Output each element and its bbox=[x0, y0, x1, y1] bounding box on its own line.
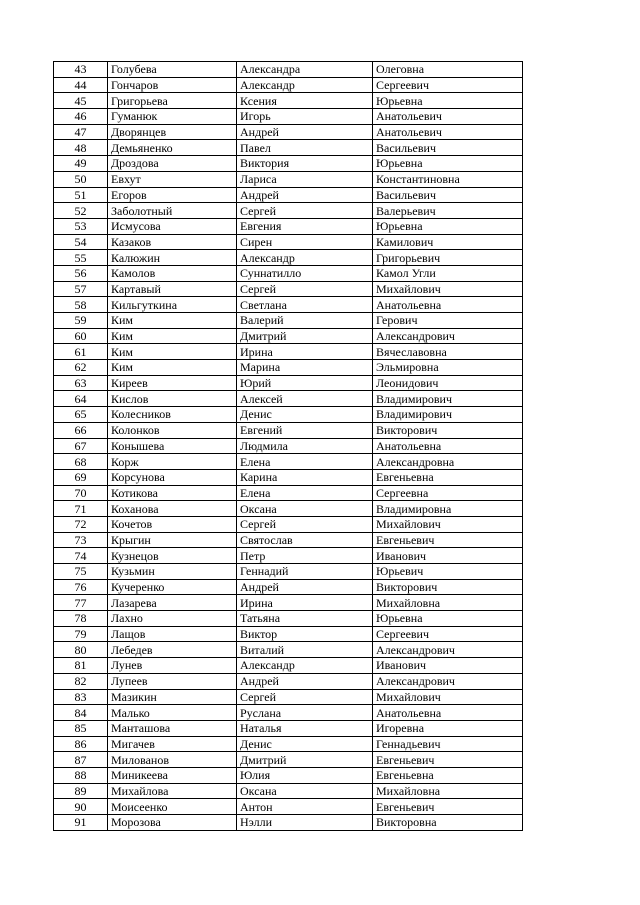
row-number-cell: 44 bbox=[54, 77, 108, 93]
surname-cell: Кузьмин bbox=[108, 564, 237, 580]
surname-cell: Казаков bbox=[108, 234, 237, 250]
first-name-cell: Ирина bbox=[237, 344, 373, 360]
patronymic-cell: Олеговна bbox=[373, 62, 523, 78]
patronymic-cell: Александрович bbox=[373, 642, 523, 658]
surname-cell: Милованов bbox=[108, 752, 237, 768]
table-row bbox=[54, 171, 523, 187]
patronymic-cell: Михайлович bbox=[373, 281, 523, 297]
patronymic-cell: Михайловна bbox=[373, 783, 523, 799]
surname-cell: Григорьева bbox=[108, 93, 237, 109]
row-number-cell: 83 bbox=[54, 689, 108, 705]
first-name-cell: Евгения bbox=[237, 218, 373, 234]
table-row bbox=[54, 407, 523, 423]
table-row bbox=[54, 752, 523, 768]
surname-cell: Конышева bbox=[108, 438, 237, 454]
patronymic-cell: Камол Угли bbox=[373, 265, 523, 281]
first-name-cell: Елена bbox=[237, 485, 373, 501]
surname-cell: Лазарева bbox=[108, 595, 237, 611]
first-name-cell: Евгений bbox=[237, 422, 373, 438]
first-name-cell: Игорь bbox=[237, 109, 373, 125]
first-name-cell: Святослав bbox=[237, 532, 373, 548]
first-name-cell: Руслана bbox=[237, 705, 373, 721]
table-row bbox=[54, 281, 523, 297]
table-row bbox=[54, 328, 523, 344]
first-name-cell: Павел bbox=[237, 140, 373, 156]
row-number-cell: 53 bbox=[54, 218, 108, 234]
row-number-cell: 73 bbox=[54, 532, 108, 548]
first-name-cell: Денис bbox=[237, 736, 373, 752]
row-number-cell: 87 bbox=[54, 752, 108, 768]
surname-cell: Кильгуткина bbox=[108, 297, 237, 313]
patronymic-cell: Сергеевич bbox=[373, 626, 523, 642]
first-name-cell: Сергей bbox=[237, 203, 373, 219]
first-name-cell: Юрий bbox=[237, 375, 373, 391]
first-name-cell: Александра bbox=[237, 62, 373, 78]
row-number-cell: 88 bbox=[54, 767, 108, 783]
row-number-cell: 71 bbox=[54, 501, 108, 517]
row-number-cell: 80 bbox=[54, 642, 108, 658]
patronymic-cell: Александровна bbox=[373, 454, 523, 470]
surname-cell: Егоров bbox=[108, 187, 237, 203]
surname-cell: Лахно bbox=[108, 611, 237, 627]
first-name-cell: Людмила bbox=[237, 438, 373, 454]
table-row bbox=[54, 767, 523, 783]
surname-cell: Демьяненко bbox=[108, 140, 237, 156]
first-name-cell: Татьяна bbox=[237, 611, 373, 627]
row-number-cell: 51 bbox=[54, 187, 108, 203]
row-number-cell: 70 bbox=[54, 485, 108, 501]
patronymic-cell: Юрьевна bbox=[373, 156, 523, 172]
table-row bbox=[54, 611, 523, 627]
names-table bbox=[53, 61, 523, 831]
patronymic-cell: Васильевич bbox=[373, 140, 523, 156]
first-name-cell: Виктор bbox=[237, 626, 373, 642]
surname-cell: Крыгин bbox=[108, 532, 237, 548]
table-row bbox=[54, 799, 523, 815]
first-name-cell: Оксана bbox=[237, 501, 373, 517]
row-number-cell: 79 bbox=[54, 626, 108, 642]
row-number-cell: 43 bbox=[54, 62, 108, 78]
patronymic-cell: Юрьевна bbox=[373, 218, 523, 234]
first-name-cell: Александр bbox=[237, 658, 373, 674]
table-row bbox=[54, 689, 523, 705]
patronymic-cell: Валерьевич bbox=[373, 203, 523, 219]
patronymic-cell: Владимирович bbox=[373, 407, 523, 423]
patronymic-cell: Викторовна bbox=[373, 815, 523, 831]
row-number-cell: 75 bbox=[54, 564, 108, 580]
table-row bbox=[54, 815, 523, 831]
table-row bbox=[54, 187, 523, 203]
first-name-cell: Андрей bbox=[237, 187, 373, 203]
table-row bbox=[54, 532, 523, 548]
first-name-cell: Дмитрий bbox=[237, 752, 373, 768]
surname-cell: Михайлова bbox=[108, 783, 237, 799]
row-number-cell: 58 bbox=[54, 297, 108, 313]
patronymic-cell: Вячеславовна bbox=[373, 344, 523, 360]
first-name-cell: Петр bbox=[237, 548, 373, 564]
patronymic-cell: Анатольевна bbox=[373, 705, 523, 721]
patronymic-cell: Иванович bbox=[373, 658, 523, 674]
row-number-cell: 49 bbox=[54, 156, 108, 172]
surname-cell: Колонков bbox=[108, 422, 237, 438]
first-name-cell: Ирина bbox=[237, 595, 373, 611]
row-number-cell: 45 bbox=[54, 93, 108, 109]
row-number-cell: 47 bbox=[54, 124, 108, 140]
first-name-cell: Геннадий bbox=[237, 564, 373, 580]
patronymic-cell: Евгеньевич bbox=[373, 532, 523, 548]
patronymic-cell: Александрович bbox=[373, 328, 523, 344]
row-number-cell: 84 bbox=[54, 705, 108, 721]
first-name-cell: Лариса bbox=[237, 171, 373, 187]
first-name-cell: Андрей bbox=[237, 673, 373, 689]
table-row bbox=[54, 469, 523, 485]
first-name-cell: Сергей bbox=[237, 689, 373, 705]
row-number-cell: 64 bbox=[54, 391, 108, 407]
patronymic-cell: Юрьевна bbox=[373, 611, 523, 627]
surname-cell: Коханова bbox=[108, 501, 237, 517]
surname-cell: Котикова bbox=[108, 485, 237, 501]
table-row bbox=[54, 658, 523, 674]
patronymic-cell: Евгеньевич bbox=[373, 752, 523, 768]
first-name-cell: Сергей bbox=[237, 516, 373, 532]
table-row bbox=[54, 297, 523, 313]
table-row bbox=[54, 375, 523, 391]
row-number-cell: 57 bbox=[54, 281, 108, 297]
table-row bbox=[54, 93, 523, 109]
table-row bbox=[54, 140, 523, 156]
patronymic-cell: Герович bbox=[373, 313, 523, 329]
patronymic-cell: Владимировна bbox=[373, 501, 523, 517]
table-row bbox=[54, 234, 523, 250]
first-name-cell: Сергей bbox=[237, 281, 373, 297]
table-row bbox=[54, 422, 523, 438]
patronymic-cell: Евгеньевна bbox=[373, 469, 523, 485]
first-name-cell: Нэлли bbox=[237, 815, 373, 831]
surname-cell: Кочетов bbox=[108, 516, 237, 532]
surname-cell: Моисеенко bbox=[108, 799, 237, 815]
first-name-cell: Елена bbox=[237, 454, 373, 470]
row-number-cell: 81 bbox=[54, 658, 108, 674]
first-name-cell: Светлана bbox=[237, 297, 373, 313]
row-number-cell: 46 bbox=[54, 109, 108, 125]
surname-cell: Корсунова bbox=[108, 469, 237, 485]
row-number-cell: 54 bbox=[54, 234, 108, 250]
table-row bbox=[54, 62, 523, 78]
patronymic-cell: Юрьевич bbox=[373, 564, 523, 580]
row-number-cell: 52 bbox=[54, 203, 108, 219]
table-row bbox=[54, 203, 523, 219]
surname-cell: Калюжин bbox=[108, 250, 237, 266]
first-name-cell: Наталья bbox=[237, 720, 373, 736]
surname-cell: Кислов bbox=[108, 391, 237, 407]
surname-cell: Голубева bbox=[108, 62, 237, 78]
surname-cell: Морозова bbox=[108, 815, 237, 831]
patronymic-cell: Григорьевич bbox=[373, 250, 523, 266]
row-number-cell: 82 bbox=[54, 673, 108, 689]
table-row bbox=[54, 783, 523, 799]
row-number-cell: 50 bbox=[54, 171, 108, 187]
surname-cell: Ким bbox=[108, 328, 237, 344]
table-row bbox=[54, 109, 523, 125]
row-number-cell: 85 bbox=[54, 720, 108, 736]
row-number-cell: 68 bbox=[54, 454, 108, 470]
surname-cell: Корж bbox=[108, 454, 237, 470]
patronymic-cell: Викторович bbox=[373, 422, 523, 438]
patronymic-cell: Владимирович bbox=[373, 391, 523, 407]
row-number-cell: 59 bbox=[54, 313, 108, 329]
patronymic-cell: Эльмировна bbox=[373, 360, 523, 376]
table-row bbox=[54, 564, 523, 580]
surname-cell: Малько bbox=[108, 705, 237, 721]
row-number-cell: 86 bbox=[54, 736, 108, 752]
table-row bbox=[54, 265, 523, 281]
row-number-cell: 74 bbox=[54, 548, 108, 564]
first-name-cell: Денис bbox=[237, 407, 373, 423]
table-row bbox=[54, 579, 523, 595]
patronymic-cell: Анатольевна bbox=[373, 297, 523, 313]
surname-cell: Ким bbox=[108, 313, 237, 329]
first-name-cell: Александр bbox=[237, 250, 373, 266]
surname-cell: Колесников bbox=[108, 407, 237, 423]
table-row bbox=[54, 360, 523, 376]
patronymic-cell: Камилович bbox=[373, 234, 523, 250]
row-number-cell: 60 bbox=[54, 328, 108, 344]
patronymic-cell: Геннадьевич bbox=[373, 736, 523, 752]
table-row bbox=[54, 626, 523, 642]
patronymic-cell: Иванович bbox=[373, 548, 523, 564]
table-row bbox=[54, 344, 523, 360]
first-name-cell: Сирен bbox=[237, 234, 373, 250]
table-row bbox=[54, 156, 523, 172]
patronymic-cell: Анатольевич bbox=[373, 124, 523, 140]
row-number-cell: 67 bbox=[54, 438, 108, 454]
patronymic-cell: Леонидович bbox=[373, 375, 523, 391]
table-row bbox=[54, 595, 523, 611]
surname-cell: Гончаров bbox=[108, 77, 237, 93]
first-name-cell: Марина bbox=[237, 360, 373, 376]
patronymic-cell: Анатольевич bbox=[373, 109, 523, 125]
row-number-cell: 69 bbox=[54, 469, 108, 485]
surname-cell: Евхут bbox=[108, 171, 237, 187]
table-row bbox=[54, 77, 523, 93]
patronymic-cell: Анатольевна bbox=[373, 438, 523, 454]
surname-cell: Мазикин bbox=[108, 689, 237, 705]
first-name-cell: Виталий bbox=[237, 642, 373, 658]
patronymic-cell: Константиновна bbox=[373, 171, 523, 187]
first-name-cell: Суннатилло bbox=[237, 265, 373, 281]
row-number-cell: 76 bbox=[54, 579, 108, 595]
surname-cell: Дворянцев bbox=[108, 124, 237, 140]
patronymic-cell: Викторович bbox=[373, 579, 523, 595]
surname-cell: Манташова bbox=[108, 720, 237, 736]
names-table-body bbox=[54, 62, 523, 831]
row-number-cell: 90 bbox=[54, 799, 108, 815]
first-name-cell: Александр bbox=[237, 77, 373, 93]
first-name-cell: Юлия bbox=[237, 767, 373, 783]
row-number-cell: 65 bbox=[54, 407, 108, 423]
table-row bbox=[54, 642, 523, 658]
first-name-cell: Андрей bbox=[237, 124, 373, 140]
table-row bbox=[54, 391, 523, 407]
patronymic-cell: Васильевич bbox=[373, 187, 523, 203]
table-row bbox=[54, 454, 523, 470]
first-name-cell: Алексей bbox=[237, 391, 373, 407]
surname-cell: Лупеев bbox=[108, 673, 237, 689]
first-name-cell: Андрей bbox=[237, 579, 373, 595]
patronymic-cell: Александрович bbox=[373, 673, 523, 689]
row-number-cell: 89 bbox=[54, 783, 108, 799]
surname-cell: Лебедев bbox=[108, 642, 237, 658]
table-row bbox=[54, 516, 523, 532]
table-row bbox=[54, 485, 523, 501]
table-row bbox=[54, 720, 523, 736]
surname-cell: Ким bbox=[108, 360, 237, 376]
patronymic-cell: Михайлович bbox=[373, 516, 523, 532]
surname-cell: Кучеренко bbox=[108, 579, 237, 595]
first-name-cell: Ксения bbox=[237, 93, 373, 109]
surname-cell: Кузнецов bbox=[108, 548, 237, 564]
row-number-cell: 91 bbox=[54, 815, 108, 831]
first-name-cell: Виктория bbox=[237, 156, 373, 172]
row-number-cell: 56 bbox=[54, 265, 108, 281]
row-number-cell: 48 bbox=[54, 140, 108, 156]
patronymic-cell: Михайлович bbox=[373, 689, 523, 705]
table-row bbox=[54, 438, 523, 454]
table-row bbox=[54, 250, 523, 266]
first-name-cell: Дмитрий bbox=[237, 328, 373, 344]
surname-cell: Заболотный bbox=[108, 203, 237, 219]
row-number-cell: 72 bbox=[54, 516, 108, 532]
first-name-cell: Валерий bbox=[237, 313, 373, 329]
surname-cell: Дроздова bbox=[108, 156, 237, 172]
table-row bbox=[54, 705, 523, 721]
row-number-cell: 62 bbox=[54, 360, 108, 376]
surname-cell: Миникеева bbox=[108, 767, 237, 783]
patronymic-cell: Игоревна bbox=[373, 720, 523, 736]
table-row bbox=[54, 501, 523, 517]
table-row bbox=[54, 313, 523, 329]
table-row bbox=[54, 673, 523, 689]
patronymic-cell: Сергеевич bbox=[373, 77, 523, 93]
surname-cell: Мигачев bbox=[108, 736, 237, 752]
first-name-cell: Карина bbox=[237, 469, 373, 485]
surname-cell: Ким bbox=[108, 344, 237, 360]
patronymic-cell: Юрьевна bbox=[373, 93, 523, 109]
patronymic-cell: Евгеньевич bbox=[373, 799, 523, 815]
patronymic-cell: Сергеевна bbox=[373, 485, 523, 501]
first-name-cell: Антон bbox=[237, 799, 373, 815]
table-row bbox=[54, 124, 523, 140]
patronymic-cell: Евгеньевна bbox=[373, 767, 523, 783]
first-name-cell: Оксана bbox=[237, 783, 373, 799]
table-row bbox=[54, 218, 523, 234]
row-number-cell: 63 bbox=[54, 375, 108, 391]
row-number-cell: 78 bbox=[54, 611, 108, 627]
surname-cell: Лащов bbox=[108, 626, 237, 642]
row-number-cell: 66 bbox=[54, 422, 108, 438]
table-row bbox=[54, 548, 523, 564]
surname-cell: Камолов bbox=[108, 265, 237, 281]
surname-cell: Исмусова bbox=[108, 218, 237, 234]
table-row bbox=[54, 736, 523, 752]
surname-cell: Картавый bbox=[108, 281, 237, 297]
patronymic-cell: Михайловна bbox=[373, 595, 523, 611]
surname-cell: Киреев bbox=[108, 375, 237, 391]
surname-cell: Лунев bbox=[108, 658, 237, 674]
surname-cell: Гуманюк bbox=[108, 109, 237, 125]
row-number-cell: 77 bbox=[54, 595, 108, 611]
row-number-cell: 55 bbox=[54, 250, 108, 266]
row-number-cell: 61 bbox=[54, 344, 108, 360]
